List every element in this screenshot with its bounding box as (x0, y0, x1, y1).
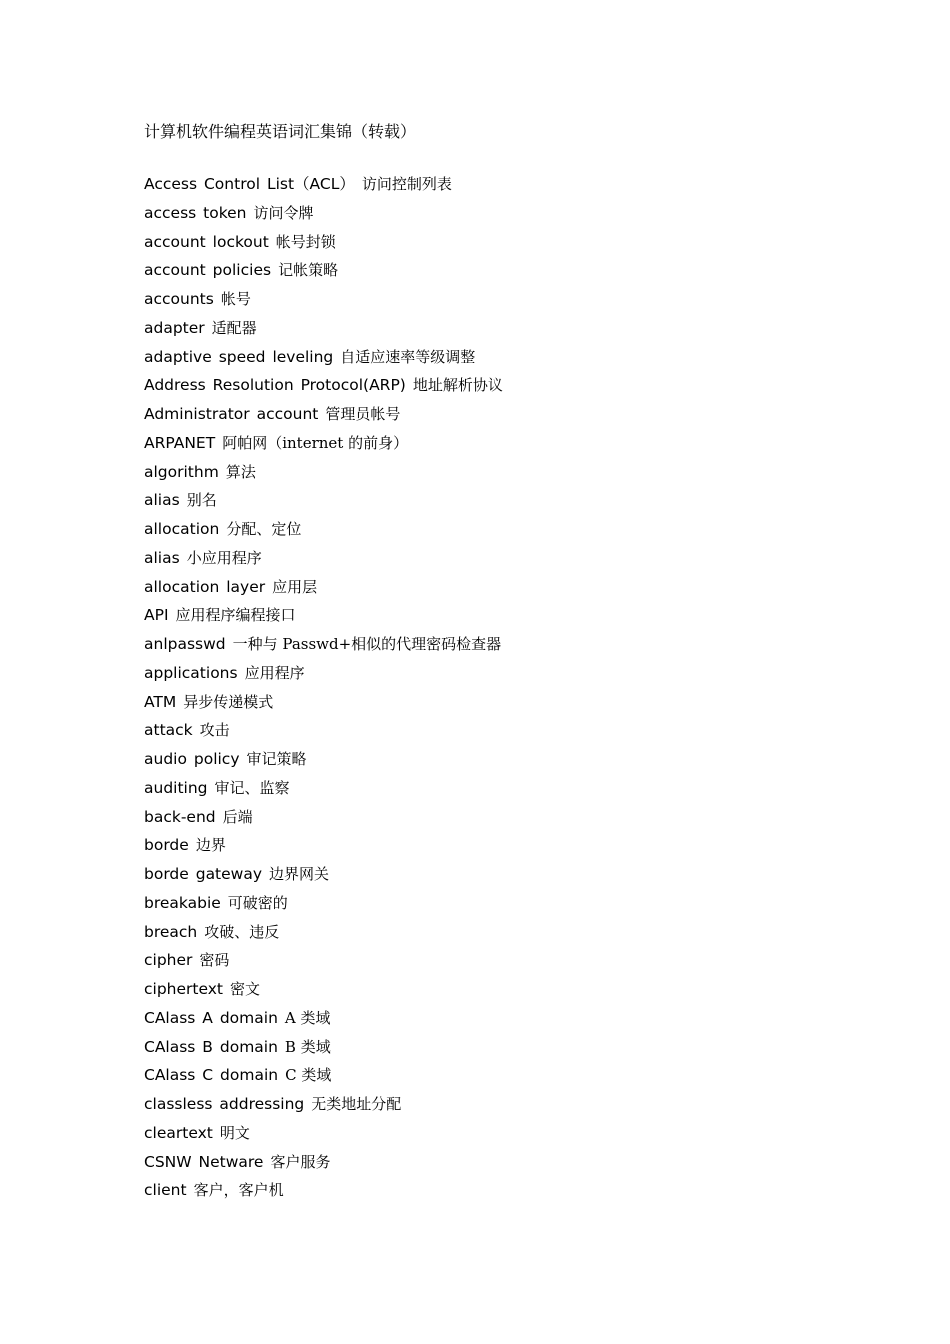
glossary-entry (144, 429, 503, 458)
entry-term: ciphertext (144, 980, 223, 998)
entry-term: account policies (144, 261, 272, 280)
entry-term: API (144, 606, 169, 625)
glossary-entry (144, 1148, 503, 1177)
glossary-entry (144, 371, 503, 400)
glossary-entry (144, 889, 503, 918)
entry-meaning: 明文 (219, 1123, 250, 1142)
glossary-entry (144, 544, 503, 573)
entry-meaning: C 类域 (285, 1066, 332, 1085)
entry-term: Address Resolution Protocol(ARP) (144, 376, 406, 395)
entry-meaning: B 类域 (284, 1037, 331, 1056)
glossary-entry (144, 745, 503, 774)
glossary-entry (144, 659, 503, 688)
entry-meaning: 密文 (230, 980, 261, 998)
glossary-entry (144, 1090, 503, 1119)
entry-meaning: 访问令牌 (253, 203, 314, 222)
entry-meaning: 应用程序 (244, 663, 305, 682)
entry-term: anlpasswd (144, 635, 226, 653)
entry-meaning: 阿帕网（internet 的前身） (222, 433, 409, 452)
glossary-entry (144, 601, 503, 630)
entry-meaning: 访问控制列表 (361, 175, 452, 193)
glossary-entry (144, 918, 503, 947)
glossary-entry (144, 946, 503, 975)
entry-term: algorithm (144, 462, 219, 481)
entry-meaning: 小应用程序 (186, 548, 262, 567)
glossary-entry (144, 975, 503, 1004)
entry-meaning: 记帐策略 (278, 261, 339, 280)
glossary-entry (144, 1033, 503, 1062)
entry-meaning: 客户服务 (270, 1152, 331, 1171)
entry-term: breach (144, 922, 198, 941)
entry-meaning: 边界网关 (269, 865, 330, 883)
entry-meaning: 密码 (199, 951, 230, 970)
glossary-entry (144, 515, 503, 544)
entry-meaning: 适配器 (211, 318, 257, 337)
entry-meaning: 攻破、违反 (204, 922, 280, 941)
glossary-entry (144, 803, 503, 832)
entry-term: CAlass B domain (144, 1037, 278, 1056)
entry-meaning: 攻击 (199, 721, 230, 740)
entry-meaning: 应用程序编程接口 (175, 606, 296, 625)
glossary-entry (144, 400, 503, 429)
entry-term: borde (144, 836, 189, 855)
entry-term: CAlass C domain (144, 1066, 279, 1085)
entry-term: allocation (144, 520, 220, 538)
entry-term: Administrator account (144, 405, 319, 423)
glossary-entry (144, 228, 503, 257)
entry-term: auditing (144, 778, 208, 797)
entry-term: borde gateway (144, 865, 263, 883)
entry-term: ATM (144, 692, 177, 711)
document-title: 计算机软件编程英语词汇集锦（转载） (144, 122, 417, 141)
entry-meaning: 一种与 Passwd+相似的代理密码检查器 (232, 635, 502, 653)
entry-meaning: 帐号 (220, 290, 251, 308)
entry-term: cleartext (144, 1123, 213, 1142)
entry-term: back-end (144, 807, 216, 826)
entry-term: CSNW Netware (144, 1152, 264, 1171)
glossary-entry (144, 688, 503, 717)
entry-meaning: 算法 (225, 462, 256, 481)
glossary-entry (144, 486, 503, 515)
glossary-entry (144, 630, 503, 659)
entry-term: adapter (144, 318, 205, 337)
glossary-entry (144, 831, 503, 860)
glossary-entry (144, 1061, 503, 1090)
entry-term: attack (144, 721, 193, 740)
entry-term: allocation layer (144, 577, 266, 596)
glossary-entry (144, 860, 503, 889)
entry-term: account lockout (144, 232, 269, 251)
entry-term: access token (144, 203, 247, 222)
glossary-entry (144, 285, 503, 314)
entry-meaning: 审记、监察 (214, 778, 290, 797)
entry-meaning: 异步传递模式 (183, 692, 274, 711)
entry-meaning: A 类域 (284, 1008, 331, 1027)
glossary-entry (144, 199, 503, 228)
entry-meaning: 别名 (186, 491, 217, 510)
entry-meaning: 分配、定位 (226, 520, 302, 538)
entry-term: accounts (144, 290, 214, 308)
glossary-entry (144, 774, 503, 803)
glossary-entry (144, 343, 503, 372)
entry-meaning: 地址解析协议 (412, 376, 503, 395)
glossary-entry (144, 314, 503, 343)
glossary-entry (144, 573, 503, 602)
entry-term: CAlass A domain (144, 1008, 278, 1027)
entry-term: audio policy (144, 750, 240, 768)
glossary-entry (144, 1176, 503, 1205)
entry-meaning: 边界 (195, 836, 226, 855)
entry-term: Access Control List（ACL） (144, 175, 355, 193)
entry-meaning: 应用层 (272, 577, 318, 596)
entry-term: ARPANET (144, 433, 216, 452)
glossary-entry (144, 1004, 503, 1033)
glossary-list (144, 170, 503, 1205)
glossary-entry (144, 256, 503, 285)
entry-term: cipher (144, 951, 193, 970)
entry-term: client (144, 1181, 187, 1200)
entry-term: alias (144, 491, 180, 510)
glossary-entry (144, 1119, 503, 1148)
glossary-entry (144, 170, 503, 199)
entry-term: adaptive speed leveling (144, 347, 334, 366)
entry-meaning: 无类地址分配 (311, 1095, 402, 1113)
glossary-entry (144, 458, 503, 487)
entry-meaning: 帐号封锁 (275, 232, 336, 251)
entry-term: alias (144, 548, 180, 567)
entry-term: applications (144, 663, 238, 682)
glossary-entry (144, 716, 503, 745)
entry-meaning: 后端 (222, 807, 253, 826)
entry-meaning: 可破密的 (227, 893, 288, 912)
entry-meaning: 客户，客户机 (193, 1181, 284, 1200)
entry-term: classless addressing (144, 1095, 305, 1113)
entry-meaning: 审记策略 (246, 750, 307, 768)
entry-term: breakabie (144, 893, 221, 912)
entry-meaning: 自适应速率等级调整 (340, 347, 476, 366)
entry-meaning: 管理员帐号 (325, 405, 401, 423)
